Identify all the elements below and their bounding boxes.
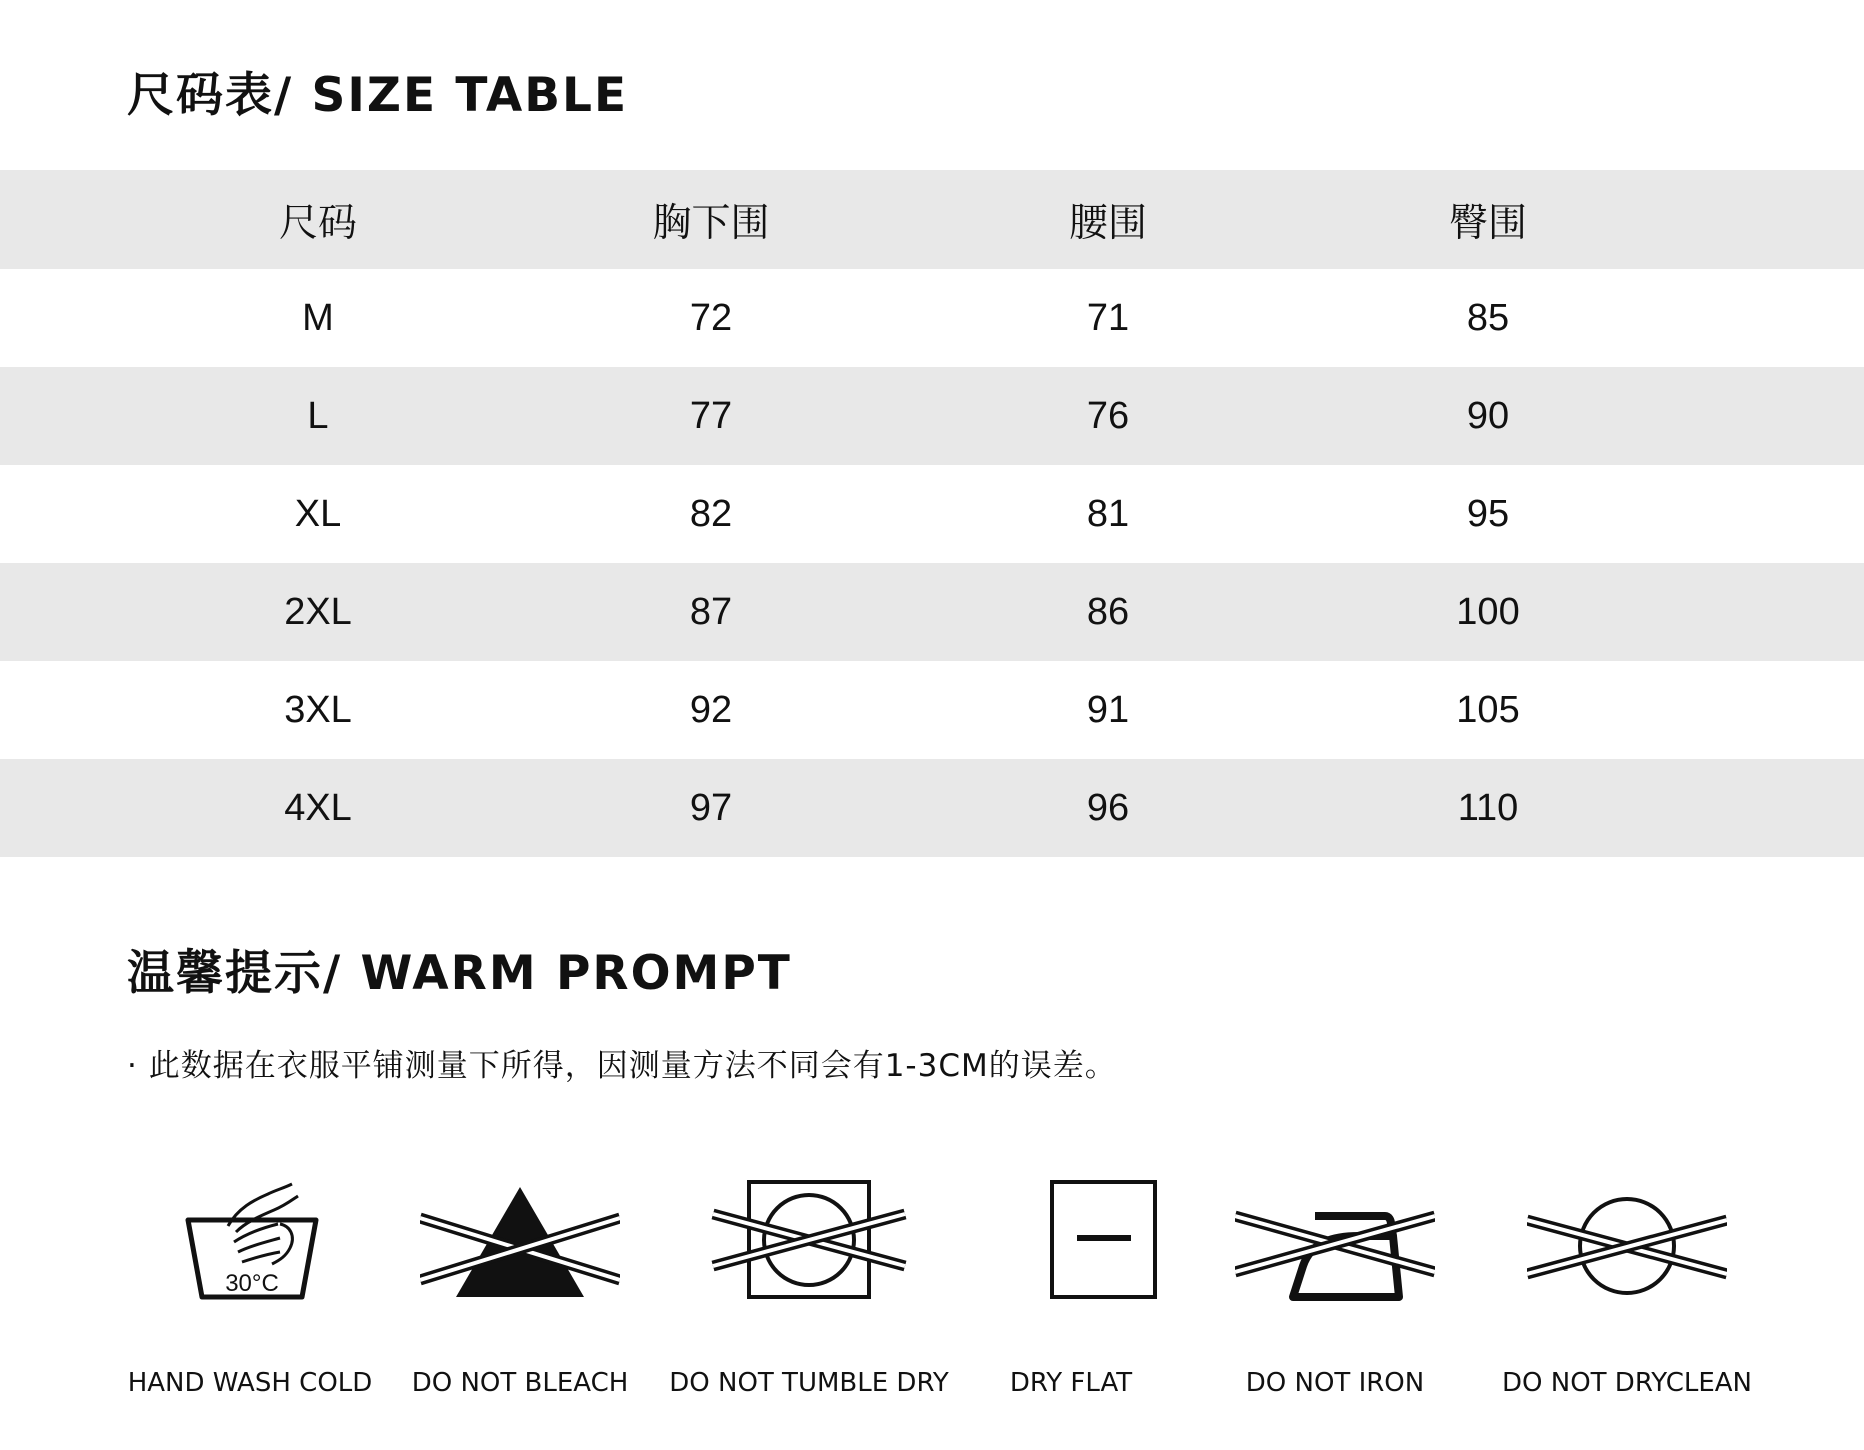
care-item-do-not-dryclean: [1497, 1170, 1757, 1420]
cell-size: M: [302, 296, 334, 339]
cell-waist: 91: [1086, 688, 1130, 731]
table-row: [0, 269, 1864, 367]
cell-underbust: 72: [689, 296, 733, 339]
care-label: HAND WASH COLD: [127, 1368, 373, 1398]
cell-waist: 81: [1086, 492, 1130, 535]
table-row: [0, 367, 1864, 465]
cell-underbust: 77: [689, 394, 733, 437]
do-not-dryclean-icon: [1527, 1170, 1727, 1310]
care-item-dry-flat: [941, 1170, 1201, 1420]
cell-waist: 71: [1086, 296, 1130, 339]
do-not-iron-icon: [1235, 1170, 1435, 1310]
table-row: [0, 563, 1864, 661]
measurement-note: · 此数据在衣服平铺测量下所得，因测量方法不同会有1-3CM的误差。: [127, 1048, 1117, 1084]
care-item-hand-wash: [120, 1170, 380, 1420]
do-not-tumble-dry-icon: [709, 1170, 909, 1310]
cell-hip: 85: [1466, 296, 1510, 339]
cell-waist: 96: [1086, 786, 1130, 829]
header-size: 尺码: [278, 200, 357, 246]
cell-underbust: 92: [689, 688, 733, 731]
cell-hip: 110: [1457, 786, 1519, 829]
cell-underbust: 82: [689, 492, 733, 535]
table-row: [0, 759, 1864, 857]
cell-waist: 86: [1086, 590, 1130, 633]
cell-hip: 100: [1456, 590, 1520, 633]
care-item-do-not-bleach: [390, 1170, 650, 1420]
header-underbust: 胸下围: [652, 200, 770, 246]
care-label: DO NOT DRYCLEAN: [1502, 1368, 1752, 1398]
header-waist: 腰围: [1068, 200, 1147, 246]
cell-size: 3XL: [284, 688, 352, 731]
table-header-row: [0, 170, 1864, 269]
care-label: DO NOT BLEACH: [411, 1368, 629, 1398]
header-hip: 臀围: [1448, 200, 1527, 246]
care-label: DO NOT TUMBLE DRY: [669, 1368, 949, 1398]
care-item-do-not-tumble-dry: [669, 1170, 949, 1420]
cell-hip: 105: [1456, 688, 1520, 731]
hand-wash-icon: [150, 1170, 350, 1310]
wash-temperature: 30°C: [225, 1270, 279, 1297]
do-not-bleach-icon: [420, 1170, 620, 1310]
cell-size: 2XL: [284, 590, 352, 633]
size-table-title: 尺码表/ SIZE TABLE: [127, 68, 629, 123]
dry-flat-icon: [971, 1170, 1171, 1310]
cell-underbust: 97: [689, 786, 733, 829]
cell-size: XL: [294, 492, 342, 535]
cell-size: 4XL: [284, 786, 352, 829]
care-label: DRY FLAT: [1009, 1368, 1133, 1398]
cell-size: L: [307, 394, 329, 437]
cell-hip: 95: [1466, 492, 1510, 535]
warm-prompt-title: 温馨提示/ WARM PROMPT: [127, 946, 792, 1001]
size-table: [0, 170, 1864, 857]
cell-waist: 76: [1086, 394, 1130, 437]
table-row: [0, 661, 1864, 759]
table-row: [0, 465, 1864, 563]
care-label: DO NOT IRON: [1245, 1368, 1425, 1398]
cell-underbust: 87: [689, 590, 733, 633]
care-item-do-not-iron: [1205, 1170, 1465, 1420]
cell-hip: 90: [1466, 394, 1510, 437]
